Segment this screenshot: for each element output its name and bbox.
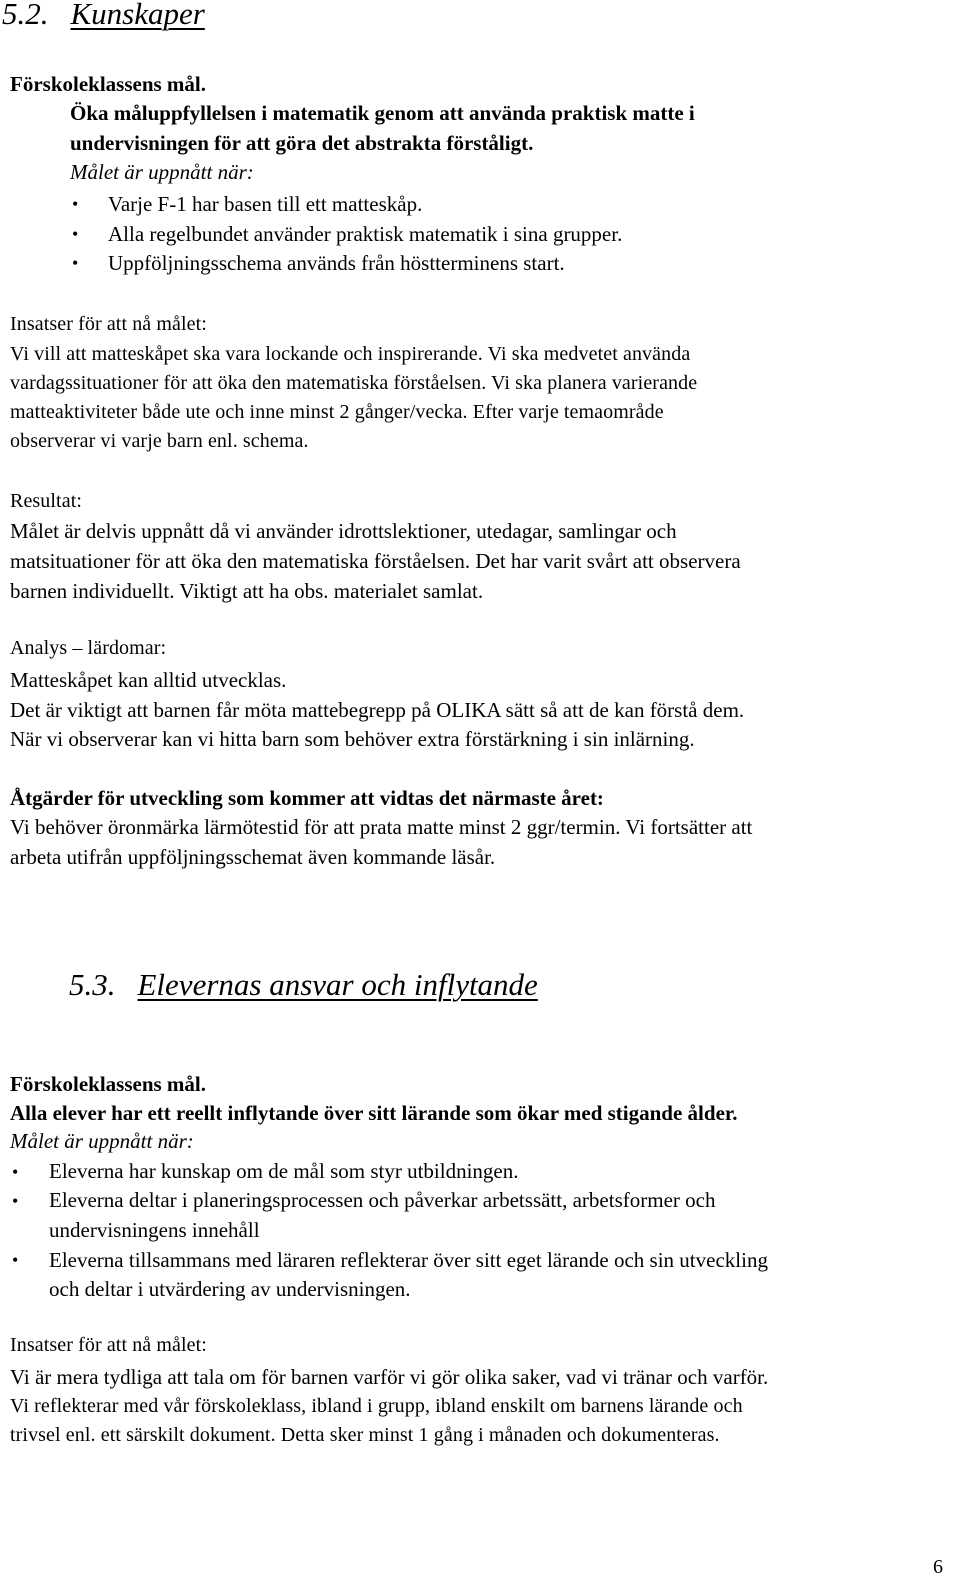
paragraph-line: Det är viktigt att barnen får möta mattebegrepp på OLIKA sätt så att de kan förstå dem. (10, 698, 745, 722)
goal-heading: Förskoleklassens mål. (10, 1072, 207, 1096)
bullet-icon: • (12, 1250, 19, 1270)
section-title: Kunskaper (70, 0, 205, 31)
achieved-label: Målet är uppnått när: (70, 160, 254, 184)
paragraph-line: När vi observerar kan vi hitta barn som behöver extra förstärkning i sin inlärning. (10, 727, 695, 751)
bullet-item: Eleverna tillsammans med läraren reflekterar över sitt eget lärande och sin utveckling (49, 1248, 768, 1272)
atgarder-heading: Åtgärder för utveckling som kommer att vidtas det närmaste året: (10, 786, 604, 810)
paragraph-line: observerar vi varje barn enl. schema. (10, 430, 309, 452)
paragraph-line: trivsel enl. ett särskilt dokument. Detta sker minst 1 gång i månaden och dokumenteras. (10, 1424, 720, 1446)
resultat-heading: Resultat: (10, 490, 83, 512)
insatser-heading: Insatser för att nå målet: (10, 1334, 207, 1356)
paragraph-line: matteaktiviteter både ute och inne minst 2 gånger/vecka. Efter varje temaområde (10, 401, 664, 423)
paragraph-line: Vi är mera tydliga att tala om för barnen varför vi gör olika saker, vad vi tränar och varför. (10, 1365, 769, 1389)
paragraph-line: arbeta utifrån uppföljningsschemat även kommande läsår. (10, 845, 496, 869)
bullet-icon: • (72, 253, 79, 273)
section-number: 5.2. (2, 0, 49, 31)
bullet-icon: • (72, 224, 79, 244)
insatser-heading: Insatser för att nå målet: (10, 313, 207, 335)
bullet-icon: • (72, 194, 79, 214)
paragraph-line: Vi behöver öronmärka lärmötestid för att prata matte minst 2 ggr/termin. Vi fortsätter att (10, 815, 753, 839)
paragraph-line: barnen individuellt. Viktigt att ha obs. materialet samlat. (10, 579, 484, 603)
bullet-item: Eleverna har kunskap om de mål som styr utbildningen. (49, 1159, 519, 1183)
achieved-label: Målet är uppnått när: (10, 1129, 194, 1153)
section-heading-5-2 (2, 0, 205, 32)
bullet-icon: • (12, 1162, 19, 1182)
paragraph-line: vardagssituationer för att öka den matematiska förståelsen. Vi ska planera varierande (10, 372, 698, 394)
bullet-item-continuation: undervisningens innehåll (49, 1218, 260, 1242)
paragraph-line: Vi vill att matteskåpet ska vara lockande och inspirerande. Vi ska medvetet använda (10, 343, 691, 365)
goal-heading: Förskoleklassens mål. (10, 72, 207, 96)
paragraph-line: matsituationer för att öka den matematiska förståelsen. Det har varit svårt att observera (10, 549, 741, 573)
paragraph-line: Vi reflekterar med vår förskoleklass, ibland i grupp, ibland enskilt om barnens lärande och (10, 1395, 743, 1417)
paragraph-line: Matteskåpet kan alltid utvecklas. (10, 668, 287, 692)
goal-text-line: Alla elever har ett reellt inflytande över sitt lärande som ökar med stigande ålder. (10, 1101, 738, 1125)
section-heading-5-3 (69, 967, 538, 1003)
section-title: Elevernas ansvar och inflytande (137, 967, 538, 1002)
bullet-icon: • (12, 1191, 19, 1211)
bullet-item: Alla regelbundet använder praktisk matematik i sina grupper. (108, 222, 623, 246)
paragraph-line: Målet är delvis uppnått då vi använder idrottslektioner, utedagar, samlingar och (10, 519, 677, 543)
bullet-item: Eleverna deltar i planeringsprocessen och påverkar arbetssätt, arbetsformer och (49, 1188, 716, 1212)
analys-heading: Analys – lärdomar: (10, 637, 167, 659)
bullet-item: Varje F-1 har basen till ett matteskåp. (108, 192, 423, 216)
page-number: 6 (933, 1556, 943, 1578)
bullet-item-continuation: och deltar i utvärdering av undervisningen. (49, 1277, 411, 1301)
section-number: 5.3. (69, 967, 116, 1002)
bullet-item: Uppföljningsschema används från höstterminens start. (108, 251, 565, 275)
goal-text-line: Öka måluppfyllelsen i matematik genom att använda praktisk matte i (70, 101, 695, 125)
goal-text-line: undervisningen för att göra det abstrakta förståligt. (70, 131, 534, 155)
